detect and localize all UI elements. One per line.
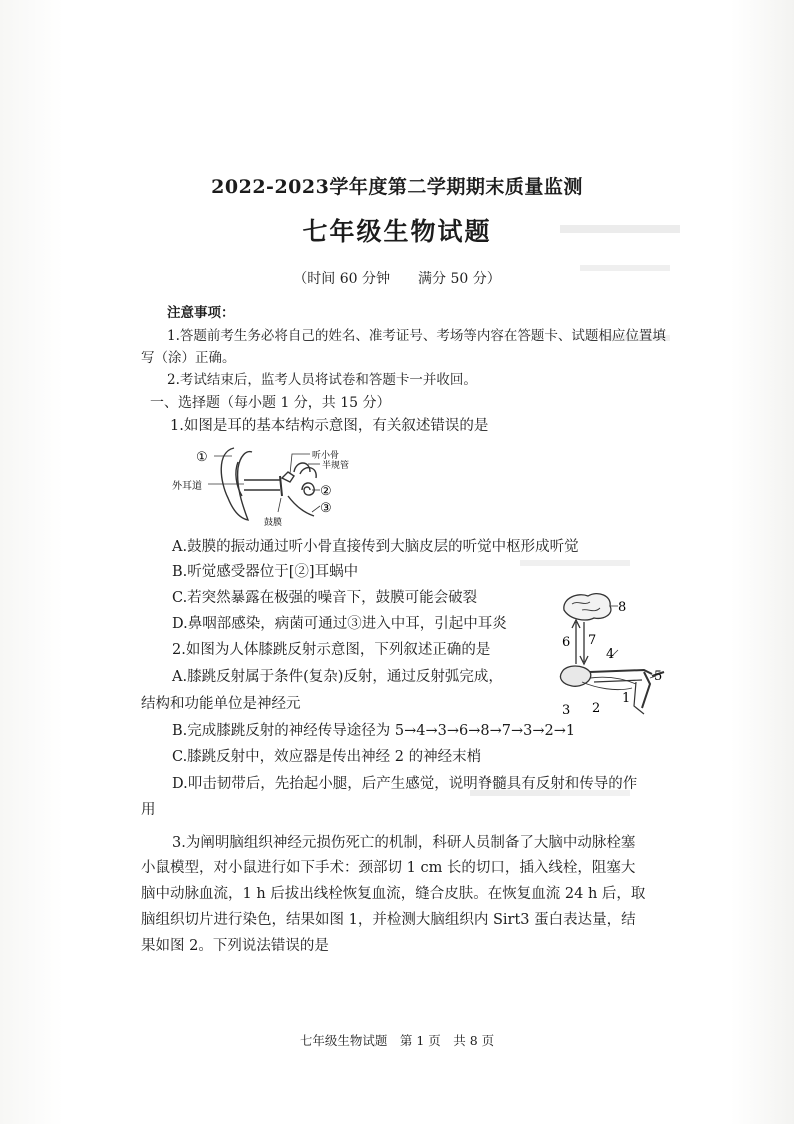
notes-heading: 注意事项： bbox=[167, 305, 235, 321]
question-2-option-c: C.膝跳反射中，效应器是传出神经 2 的神经末梢 bbox=[172, 749, 482, 765]
question-2-option-d-line-2: 用 bbox=[141, 802, 156, 818]
ear-label-circle-3: ③ bbox=[320, 501, 332, 516]
question-1-option-c: C.若突然暴露在极强的噪音下，鼓膜可能会破裂 bbox=[172, 590, 478, 606]
question-1-option-d: D.鼻咽部感染，病菌可通过③进入中耳，引起中耳炎 bbox=[172, 616, 507, 632]
reflex-label-6: 6 bbox=[562, 635, 571, 650]
reflex-label-8: 8 bbox=[618, 600, 627, 615]
knee-reflex-figure bbox=[532, 588, 672, 718]
question-3-line-1: 3.为阐明脑组织神经元损伤死亡的机制，科研人员制备了大脑中动脉栓塞 bbox=[172, 835, 636, 851]
notes-item-2: 2.考试结束后，监考人员将试卷和答题卡一并收回。 bbox=[167, 372, 477, 388]
time-and-score-note: （时间 60 分钟 满分 50 分） bbox=[293, 271, 501, 287]
reflex-label-4: 4 bbox=[606, 647, 615, 662]
question-3-line-2: 小鼠模型，对小鼠进行如下手术：颈部切 1 cm 长的切口，插入线栓，阻塞大 bbox=[141, 860, 636, 876]
question-3-line-4: 脑组织切片进行染色，结果如图 1，并检测大脑组织内 Sirt3 蛋白表达量，结 bbox=[141, 912, 636, 928]
ear-label-ossicles: 听小骨 bbox=[312, 451, 340, 461]
subject-title: 七年级生物试题 bbox=[302, 217, 492, 246]
question-2-option-a-line-1: A.膝跳反射属于条件(复杂)反射，通过反射弧完成， bbox=[172, 669, 503, 685]
question-2-stem: 2.如图为人体膝跳反射示意图，下列叙述正确的是 bbox=[172, 642, 491, 658]
question-3-line-5: 果如图 2。下列说法错误的是 bbox=[141, 938, 329, 954]
exam-title: 2022-2023学年度第二学期期末质量监测 bbox=[211, 176, 583, 198]
reflex-label-3: 3 bbox=[562, 703, 571, 718]
question-2-option-a-line-2: 结构和功能单位是神经元 bbox=[141, 696, 301, 712]
reflex-label-7: 7 bbox=[588, 633, 597, 648]
notes-item-1-line-2: 写（涂）正确。 bbox=[141, 350, 236, 366]
ear-label-circle-1: ① bbox=[196, 450, 208, 465]
page-footer: 七年级生物试题 第 1 页 共 8 页 bbox=[299, 1033, 495, 1048]
question-2-option-b: B.完成膝跳反射的神经传导途径为 5→4→3→6→8→7→3→2→1 bbox=[172, 723, 576, 739]
ear-label-eardrum: 鼓膜 bbox=[264, 518, 283, 528]
reflex-label-5: 5 bbox=[654, 669, 663, 684]
reflex-label-1: 1 bbox=[622, 691, 631, 706]
question-1-option-a: A.鼓膜的振动通过听小骨直接传到大脑皮层的听觉中枢形成听觉 bbox=[172, 539, 579, 555]
ear-label-outer-canal: 外耳道 bbox=[172, 481, 202, 492]
ear-structure-figure bbox=[172, 442, 372, 530]
ear-label-semicircular: 半规管 bbox=[322, 461, 350, 471]
notes-item-1-line-1: 1.答题前考生务必将自己的姓名、准考证号、考场等内容在答题卡、试题相应位置填 bbox=[167, 328, 666, 344]
question-2-option-d-line-1: D.叩击韧带后，先抬起小腿，后产生感觉，说明脊髓具有反射和传导的作 bbox=[172, 776, 638, 792]
reflex-label-2: 2 bbox=[592, 701, 601, 716]
ear-label-circle-2: ② bbox=[320, 484, 332, 499]
section-heading: 一、选择题（每小题 1 分，共 15 分） bbox=[150, 395, 391, 411]
question-1-option-b: B.听觉感受器位于[②]耳蜗中 bbox=[172, 564, 359, 580]
question-1-stem: 1.如图是耳的基本结构示意图，有关叙述错误的是 bbox=[170, 418, 489, 434]
question-3-line-3: 脑中动脉血流，1 h 后拔出线栓恢复血流，缝合皮肤。在恢复血流 24 h 后，取 bbox=[141, 886, 646, 902]
